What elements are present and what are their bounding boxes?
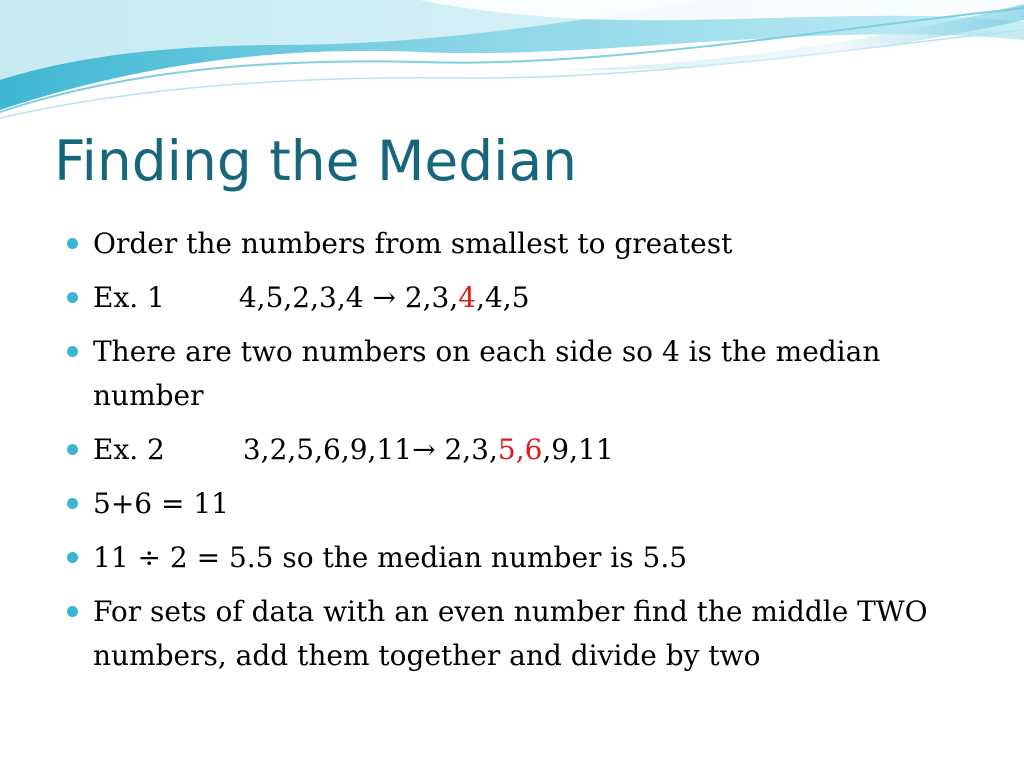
bullet-item [62,222,992,266]
arrow-icon: → [372,281,396,314]
bullet-dot-icon [67,606,78,617]
bullet-list [62,222,992,688]
sorted-list-end: ,9,11 [542,433,614,466]
bullet-text: Order the numbers from smallest to greatest [93,227,733,260]
bullet-text: There are two numbers on each side so 4 is the median number [93,335,881,412]
bullet-item-example-2 [62,428,992,472]
bullet-dot-icon [67,238,78,249]
slide-title: Finding the Median [54,129,578,193]
bullet-dot-icon [67,444,78,455]
median-highlight: 5,6 [497,433,543,466]
bullet-item [62,590,992,678]
sorted-list-start: 2,3, [404,281,459,314]
bullet-text: 5+6 = 11 [93,487,229,520]
bullet-item-example-1 [62,276,992,320]
bullet-item [62,536,992,580]
sorted-list-start: 2,3, [444,433,498,466]
bullet-item [62,482,992,526]
example-label: Ex. 1 [93,281,165,314]
bullet-dot-icon [67,552,78,563]
example-list: 4,5,2,3,4 [238,281,364,314]
bullet-text: 11 ÷ 2 = 5.5 so the median number is 5.5 [93,541,688,574]
arrow-icon: → [412,433,436,466]
bullet-dot-icon [67,292,78,303]
bullet-dot-icon [67,346,78,357]
example-list: 3,2,5,6,9,11 [242,433,413,466]
bullet-dot-icon [67,498,78,509]
header-wave-decoration [0,0,1024,130]
bullet-text: For sets of data with an even number find the middle TWO numbers, add them together and divide by two [93,595,928,672]
median-highlight: 4 [458,281,477,314]
sorted-list-end: ,4,5 [476,281,530,314]
example-label: Ex. 2 [93,433,165,466]
bullet-item [62,330,992,418]
